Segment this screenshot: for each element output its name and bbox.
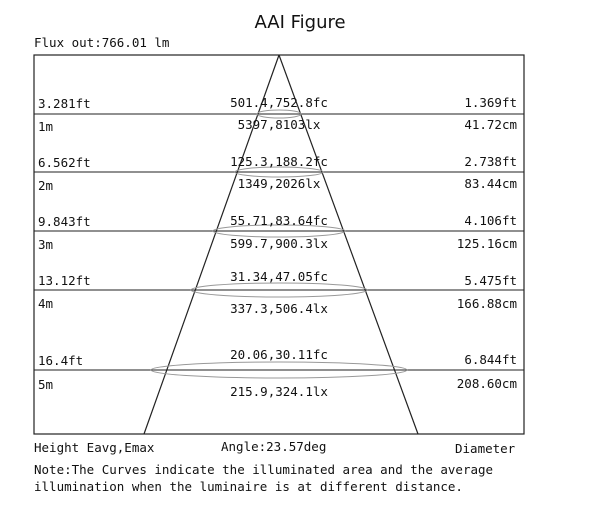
illum-fc-3: 55.71,83.64fc [230,213,328,228]
illum-lx-5: 215.9,324.1lx [230,384,328,399]
diameter-cm-3: 125.16cm [456,236,517,251]
footer-diameter-label: Diameter [455,441,516,456]
figure-title: AAI Figure [254,12,346,33]
height-m-5: 5m [38,377,54,392]
diameter-cm-2: 83.44cm [464,176,517,191]
height-m-4: 4m [38,296,54,311]
illum-fc-4: 31.34,47.05fc [230,269,328,284]
diameter-ft-2: 2.738ft [464,154,517,169]
height-ft-5: 16.4ft [38,353,84,368]
illum-fc-5: 20.06,30.11fc [230,347,328,362]
height-m-2: 2m [38,178,54,193]
height-m-3: 3m [38,237,54,252]
diameter-cm-4: 166.88cm [456,296,517,311]
height-m-1: 1m [38,119,54,134]
illum-lx-1: 5397,8103lx [237,117,321,132]
note-line-2: illumination when the luminaire is at different distance. [34,479,463,494]
illum-fc-1: 501.4,752.8fc [230,95,328,110]
illum-fc-2: 125.3,188.2fc [230,154,328,169]
diameter-ft-1: 1.369ft [464,95,517,110]
height-ft-4: 13.12ft [38,273,91,288]
beam-angle-label: Angle:23.57deg [221,439,327,454]
diameter-ft-5: 6.844ft [464,352,517,367]
diameter-ft-4: 5.475ft [464,273,517,288]
footer-height-label: Height Eavg,Emax [34,440,155,455]
height-ft-3: 9.843ft [38,214,91,229]
illum-lx-2: 1349,2026lx [237,176,321,191]
diameter-ft-3: 4.106ft [464,213,517,228]
height-ft-1: 3.281ft [38,96,91,111]
height-ft-2: 6.562ft [38,155,91,170]
illum-lx-4: 337.3,506.4lx [230,301,328,316]
illum-lx-3: 599.7,900.3lx [230,236,328,251]
note-line-1: Note:The Curves indicate the illuminated area and the average [34,462,494,477]
flux-output: Flux out:766.01 lm [34,35,170,50]
diameter-cm-5: 208.60cm [456,376,517,391]
diameter-cm-1: 41.72cm [464,117,517,132]
